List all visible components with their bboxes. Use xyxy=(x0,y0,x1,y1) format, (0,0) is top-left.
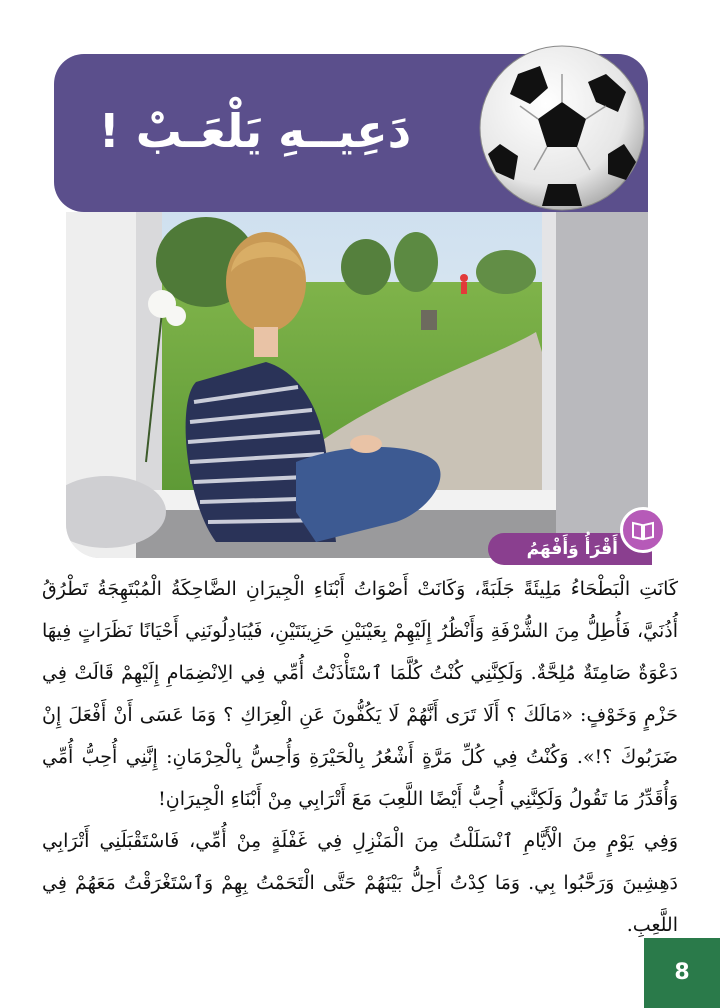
page-number: 8 xyxy=(644,938,720,1008)
section-label: أَقْرَأُ وَأَفْهَمُ xyxy=(488,533,652,565)
boy-at-window-image xyxy=(66,212,648,558)
paragraph-1: كَانَتِ الْبَطْحَاءُ مَلِيئَةً جَلَبَةً، وَكَانَتْ أَصْوَاتُ أَبْنَاءِ الْجِيرَانِ الضَّاحِكَةُ الْمُبْتَهِجَةُ تَطْرُقُ أُذُنَيَّ، فَأُطِلُّ مِنَ الشُّرْفَةِ وَأَنْظُرُ إِلَيْهِمْ بِعَيْنَيْنِ حَزِينَتَيْنِ، فَيُبَادِلُونَنِي أَحْيَانًا نَظَرَاتٍ فِيهَا دَعْوَةٌ صَامِتَةٌ مُلِحَّةٌ. وَلَكِنَّنِي كُنْتُ كُلَّمَا ٱسْتَأْذَنْتُ أُمِّي فِي الِانْضِمَامِ إِلَيْهِمْ قَالَتْ فِي حَزْمٍ وَخَوْفٍ: «مَالَكَ ؟ أَلَا تَرَى أَنَّهُمْ لَا يَكُفُّونَ عَنِ الْعِرَاكِ ؟ وَمَا عَسَى أَنْ أَفْعَلَ إِنْ ضَرَبُوكَ ؟!». وَكُنْتُ فِي كُلِّ مَرَّةٍ أَشْعُرُ بِالْحَيْرَةِ وَأُحِسُّ بِالْحِرْمَانِ: إِنَّنِي أُحِبُّ أُمِّي وَأُقَدِّرُ مَا تَقُولُ وَلَكِنَّنِي أُحِبُّ أَيْضًا اللَّعِبَ مَعَ أَتْرَابِي مِنْ أَبْنَاءِ الْجِيرَانِ! xyxy=(42,578,678,810)
soccer-ball-icon xyxy=(478,44,646,212)
illustration-photo xyxy=(66,212,648,558)
reading-passage xyxy=(42,568,678,946)
lesson-title: دَعِيــهِ يَلْعَـبْ ! xyxy=(98,104,412,158)
paragraph-2: وَفِي يَوْمٍ مِنَ الْأَيَّامِ ٱنْسَلَلْتُ مِنَ الْمَنْزِلِ فِي غَفْلَةٍ مِنْ أُمِّي، فَاسْتَقْبَلَنِي أَتْرَابِي دَهِشِينَ وَرَحَّبُوا بِي. وَمَا كِدْتُ أَحِلُّ بَيْنَهُمْ حَتَّى الْتَحَمْتُ بِهِمْ وَٱسْتَغْرَقْتُ مَعَهُمْ فِي اللَّعِبِ. xyxy=(42,830,678,936)
open-book-icon xyxy=(620,507,666,553)
